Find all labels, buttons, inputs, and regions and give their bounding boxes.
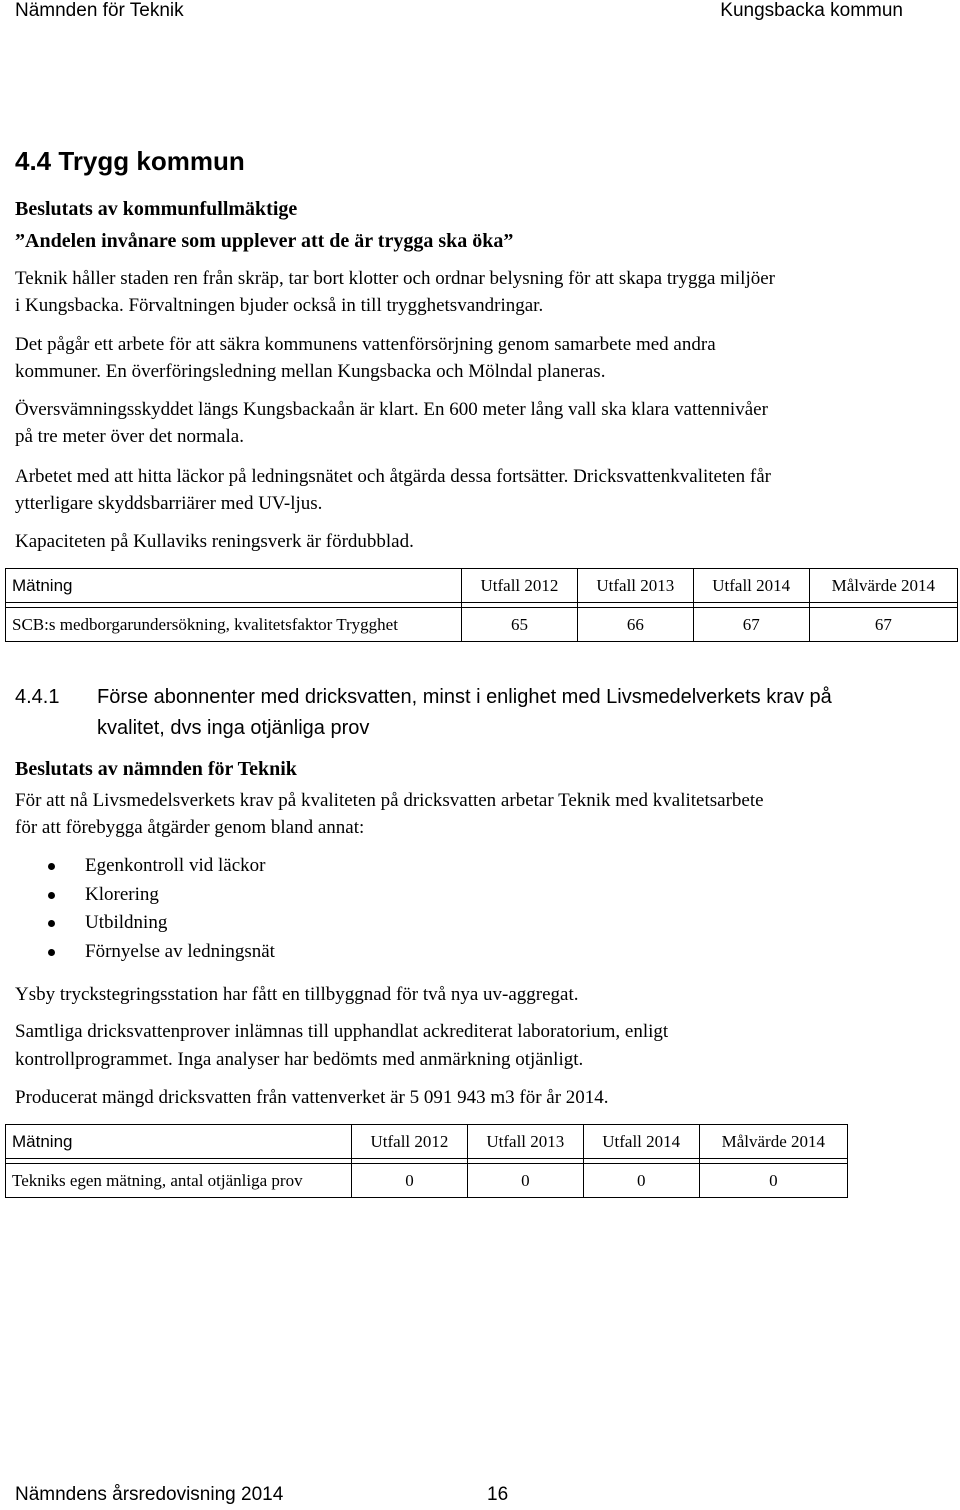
paragraph-line: Kapaciteten på Kullaviks reningsverk är fördubblad. — [15, 531, 414, 552]
table-header-cell: Målvärde 2014 — [809, 569, 957, 603]
header-right: Kungsbacka kommun — [720, 0, 903, 21]
bullet-icon — [48, 949, 55, 956]
table-cell: Tekniks egen mätning, antal otjänliga prov — [6, 1164, 352, 1198]
paragraph-line: Det pågår ett arbete för att säkra kommunens vattenförsörjning genom samarbete med andra — [15, 334, 716, 355]
section-title: 4.4 Trygg kommun — [15, 146, 245, 176]
table-header-cell: Utfall 2013 — [577, 569, 693, 603]
table-header-cell: Utfall 2014 — [693, 569, 809, 603]
bullet-icon — [48, 920, 55, 927]
subsection-number: 4.4.1 — [15, 686, 60, 708]
paragraph-line: kontrollprogrammet. Inga analyser har bedömts med anmärkning otjänligt. — [15, 1049, 584, 1070]
table-cell: 67 — [693, 608, 809, 642]
table-header-cell: Mätning — [6, 569, 462, 603]
paragraph-line: för att förebygga åtgärder genom bland annat: — [15, 817, 365, 838]
paragraph-line: Samtliga dricksvattenprover inlämnas till upphandlat ackrediterat laboratorium, enligt — [15, 1021, 669, 1042]
table-header-cell: Målvärde 2014 — [699, 1125, 847, 1159]
table-cell: 0 — [352, 1164, 468, 1198]
section-goal: ”Andelen invånare som upplever att de är trygga ska öka” — [15, 230, 514, 252]
subsection-decided-by: Beslutats av nämnden för Teknik — [15, 758, 297, 780]
table-header-cell: Mätning — [6, 1125, 352, 1159]
list-item: Förnyelse av ledningsnät — [40, 938, 275, 967]
paragraph-line: Översvämningsskyddet längs Kungsbackaån är klart. En 600 meter lång vall ska klara vattennivåer — [15, 399, 768, 420]
table-header-cell: Utfall 2012 — [462, 569, 578, 603]
paragraph-line: kommuner. En överföringsledning mellan Kungsbacka och Mölndal planeras. — [15, 361, 606, 382]
paragraph-line: Teknik håller staden ren från skräp, tar bort klotter och ordnar belysning för att skapa trygga miljöer — [15, 268, 775, 289]
table-cell: 0 — [699, 1164, 847, 1198]
list-item: Klorering — [40, 881, 275, 910]
section-decided-by: Beslutats av kommunfullmäktige — [15, 198, 298, 220]
table-row — [6, 608, 958, 642]
subsection-title: Förse abonnenter med dricksvatten, minst i enlighet med Livsmedelverkets krav på — [97, 686, 832, 708]
paragraph-line: på tre meter över det normala. — [15, 426, 244, 447]
table-cell: 0 — [583, 1164, 699, 1198]
table-cell: SCB:s medborgarundersökning, kvalitetsfaktor Trygghet — [6, 608, 462, 642]
paragraph-line: Ysby tryckstegringsstation har fått en tillbyggnad för två nya uv-aggregat. — [15, 984, 579, 1005]
metric-table — [5, 1124, 848, 1198]
page-number: 16 — [487, 1484, 509, 1505]
paragraph-line: Producerat mängd dricksvatten från vattenverket är 5 091 943 m3 för år 2014. — [15, 1087, 609, 1108]
list-item: Egenkontroll vid läckor — [40, 852, 275, 881]
paragraph-line: Arbetet med att hitta läckor på ledningsnätet och åtgärda dessa fortsätter. Dricksvattenkvaliteten får — [15, 466, 772, 487]
table-cell: 66 — [577, 608, 693, 642]
paragraph-line: i Kungsbacka. Förvaltningen bjuder också in till trygghetsvandringar. — [15, 295, 544, 316]
table-header-cell: Utfall 2012 — [352, 1125, 468, 1159]
bullet-icon — [48, 863, 55, 870]
paragraph-line: ytterligare skyddsbarriärer med UV-ljus. — [15, 493, 323, 514]
header-left: Nämnden för Teknik — [15, 0, 184, 21]
footer-title: Nämndens årsredovisning 2014 — [15, 1484, 284, 1505]
table-cell: 67 — [809, 608, 957, 642]
table-header-row — [6, 569, 958, 603]
table-row — [6, 1164, 848, 1198]
paragraph-line: För att nå Livsmedelsverkets krav på kvaliteten på dricksvatten arbetar Teknik med kvalitetsarbete — [15, 790, 764, 811]
metric-table — [5, 568, 958, 642]
bullet-list — [40, 852, 275, 967]
bullet-icon — [48, 892, 55, 899]
subsection-title: kvalitet, dvs inga otjänliga prov — [97, 717, 370, 739]
table-header-cell: Utfall 2013 — [467, 1125, 583, 1159]
list-item: Utbildning — [40, 909, 275, 938]
table-cell: 0 — [467, 1164, 583, 1198]
table-cell: 65 — [462, 608, 578, 642]
table-header-cell: Utfall 2014 — [583, 1125, 699, 1159]
table-header-row — [6, 1125, 848, 1159]
